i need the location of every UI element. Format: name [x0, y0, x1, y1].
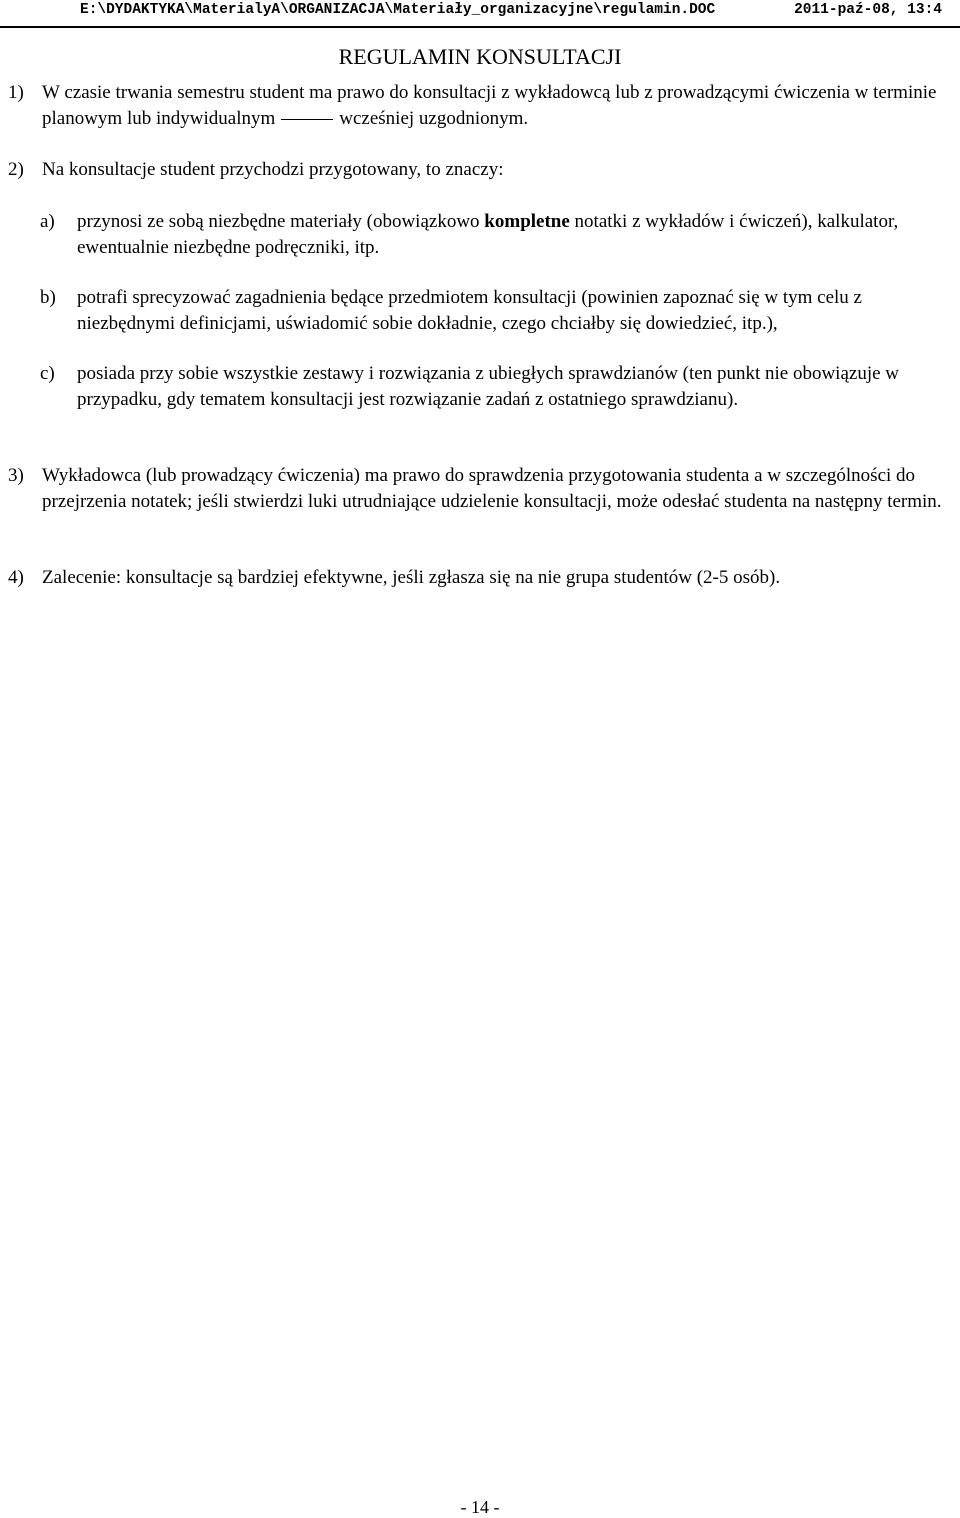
item-number: 2): [8, 159, 24, 180]
rule-item-1: [8, 80, 948, 131]
rule-item-4: [8, 565, 948, 591]
document-header: [0, 0, 960, 28]
rule-item-3: [8, 463, 948, 514]
subitem-letter: a): [40, 211, 55, 232]
subitem-letter: c): [40, 363, 55, 384]
item-number: 4): [8, 567, 24, 588]
dash-line: [281, 119, 333, 120]
subitem-b: [40, 285, 940, 336]
bold-word: kompletne: [484, 211, 570, 232]
page-number: - 14 -: [460, 1497, 500, 1517]
item-number: 1): [8, 82, 24, 103]
item-text: Zalecenie: konsultacje są bardziej efektywne, jeśli zgłasza się na nie grupa studentów (2-5 osób).: [42, 567, 781, 588]
subitem-c: [40, 361, 940, 412]
item-text: W czasie trwania semestru student ma prawo do konsultacji z wykładowcą lub z prowadzącymi ćwiczenia w terminie planowym lub indywidualnym wcześniej uzgodnionym.: [42, 82, 937, 129]
subitem-text: posiada przy sobie wszystkie zestawy i rozwiązania z ubiegłych sprawdzianów (ten punkt nie obowiązuje w przypadku, gdy tematem konsultacji jest rozwiązanie zadań z ostatniego sprawdzianu).: [77, 363, 900, 410]
subitem-text: przynosi ze sobą niezbędne materiały (obowiązkowo kompletne notatki z wykładów i ćwiczeń), kalkulator, ewentualnie niezbędne podręczniki, itp.: [77, 211, 899, 258]
item-number: 3): [8, 465, 24, 486]
file-path: E:\DYDAKTYKA\MaterialyA\ORGANIZACJA\Materiały_organizacyjne\regulamin.DOC: [80, 2, 716, 18]
rule-item-2: [8, 157, 948, 183]
subitem-a: [40, 209, 940, 260]
item-text: Wykładowca (lub prowadzący ćwiczenia) ma prawo do sprawdzenia przygotowania studenta a w szczególności do przejrzenia notatek; jeśli stwierdzi luki utrudniające udzielenie konsultacji, może odesłać studenta na następny termin.: [42, 465, 942, 512]
item-text: Na konsultacje student przychodzi przygotowany, to znaczy:: [42, 159, 504, 180]
subitem-letter: b): [40, 287, 56, 308]
subitem-text: potrafi sprecyzować zagadnienia będące przedmiotem konsultacji (powinien zapoznać się w tym celu z niezbędnymi definicjami, uświadomić sobie dokładnie, czego chciałby się dowiedzieć, itp.),: [77, 287, 862, 334]
page-title: REGULAMIN KONSULTACJI: [338, 44, 622, 69]
print-date: 2011-paź-08, 13:4: [794, 2, 942, 18]
